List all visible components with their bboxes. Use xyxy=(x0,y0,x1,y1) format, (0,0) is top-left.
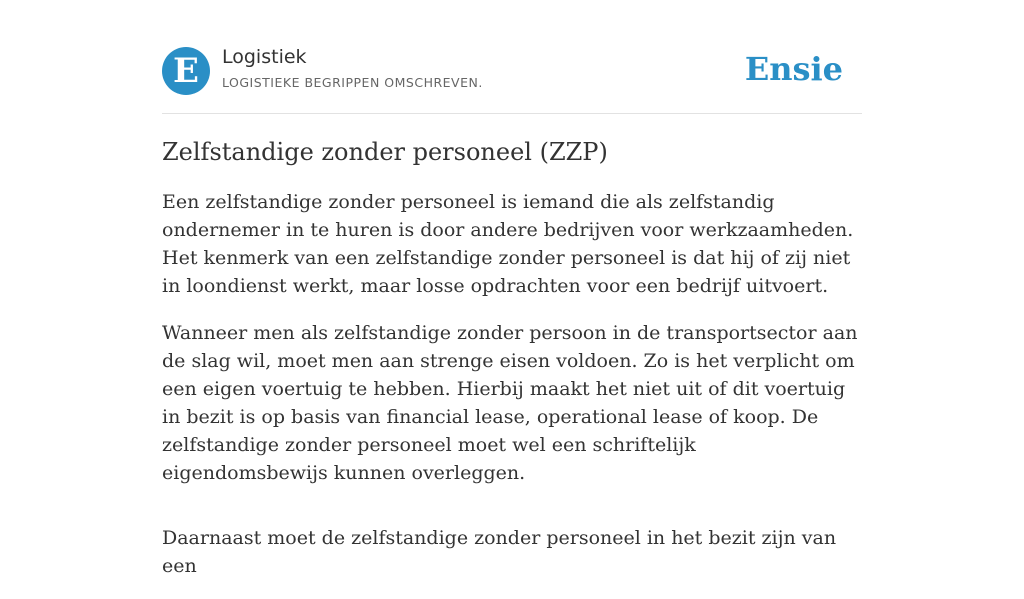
site-header xyxy=(162,46,862,96)
site-title[interactable]: Logistiek xyxy=(222,46,307,68)
header-divider xyxy=(162,113,862,114)
article-paragraph: Daarnaast moet de zelfstandige zonder personeel in het bezit zijn van een xyxy=(162,527,837,577)
article-paragraph: Een zelfstandige zonder personeel is iemand die als zelfstandig ondernemer in te huren is door andere bedrijven voor werkzaamheden. Het kenmerk van een zelfstandige zonder personeel is dat hij of zij niet in loondienst werkt, maar losse opdrachten voor een bedrijf uitvoert. xyxy=(162,191,854,297)
article-title: Zelfstandige zonder personeel (ZZP) xyxy=(162,138,608,166)
site-subtitle: LOGISTIEKE BEGRIPPEN OMSCHREVEN. xyxy=(222,75,483,90)
logo-letter: E xyxy=(173,51,199,91)
article-paragraph: Wanneer men als zelfstandige zonder persoon in de transportsector aan de slag wil, moet men aan strenge eisen voldoen. Zo is het verplicht om een eigen voertuig te hebben. Hierbij maakt het niet uit of dit voertuig in bezit is op basis van financial lease, operational lease of koop. De zelfstandige zonder personeel moet wel een schriftelijk eigendomsbewijs kunnen overleggen. xyxy=(162,322,858,484)
site-logo[interactable] xyxy=(162,47,210,95)
article xyxy=(162,136,864,599)
brand-logo[interactable]: Ensie xyxy=(744,50,843,88)
